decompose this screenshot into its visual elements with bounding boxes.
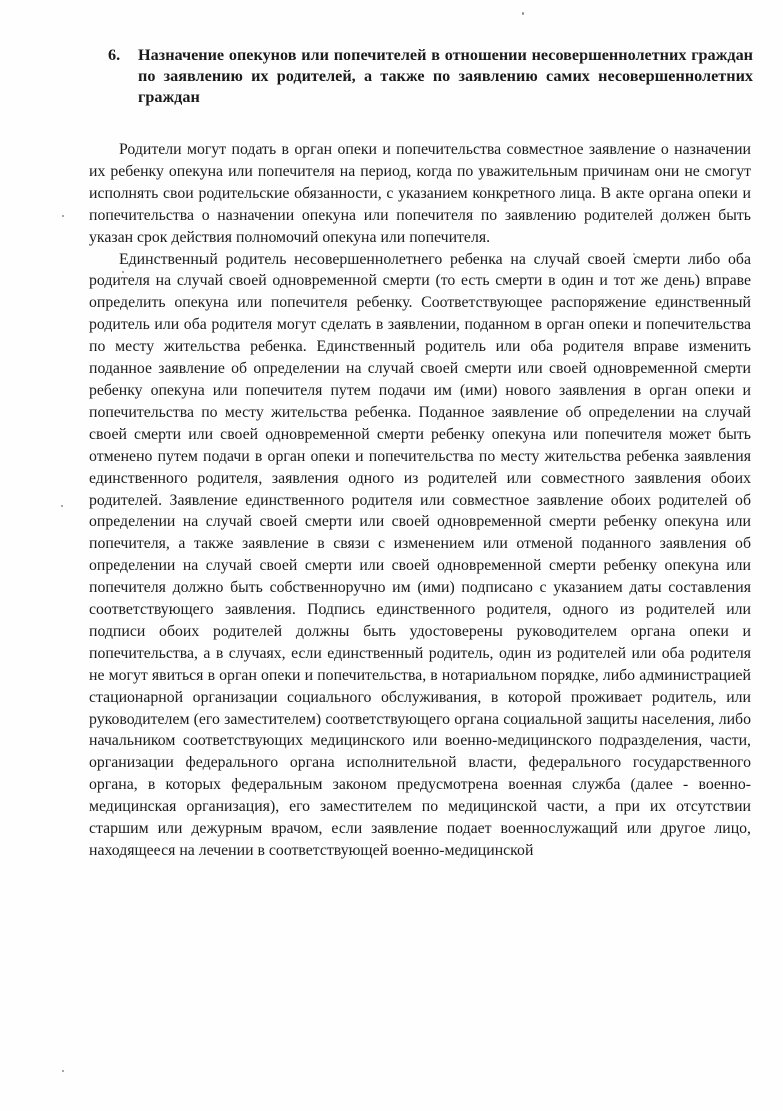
section-heading — [108, 45, 753, 108]
scan-speck — [62, 1070, 64, 1072]
section-title: Назначение опекунов или попечителей в отношении несовершеннолетних граждан по заявлению их родителей, а также по заявлению самих несовершеннолетних граждан — [138, 46, 753, 106]
scan-speck — [62, 215, 64, 217]
section-number: 6. — [108, 46, 121, 64]
paragraph: Родители могут подать в орган опеки и попечительства совместное заявление о назначении их ребенку опекуна или попечителя на период, когда по уважительным причинам они не смогут исполнять свои родительские обязанности, с указанием конкретного лица. В акте органа опеки и попечительства о назначении опекуна или попечителя по заявлению родителей должен быть указан срок действия полномочий опекуна или попечителя. — [89, 141, 751, 246]
scan-speck — [61, 505, 63, 507]
scan-speck — [522, 12, 524, 15]
body-text — [89, 139, 751, 862]
paragraph: Единственный родитель несовершеннолетнего ребенка на случай своей смерти либо оба родителя на случай своей одновременной смерти (то есть смерти в один и тот же день) вправе определить опекуна или попечителя ребенку. Соответствующее распоряжение единственный родитель или оба родителя могут сделать в заявлении, поданном в орган опеки и попечительства по месту жительства ребенка. Единственный родитель или оба родителя вправе изменить поданное заявление об определении на случай своей смерти или своей одновременной смерти ребенку опекуна или попечителя путем подачи им (ими) нового заявления в орган опеки и попечительства по месту жительства ребенка. Поданное заявление об определении на случай своей смерти или своей одновременной смерти ребенку опекуна или попечителя может быть отменено путем подачи в орган опеки и попечительства по месту жительства ребенка заявления единственного родителя, заявления одного из родителей или совместного заявления обоих родителей. Заявление единственного родителя или совместное заявление обоих родителей об определении на случай своей смерти или своей одновременной смерти ребенку опекуна или попечителя, а также заявление в связи с изменением или отменой поданного заявления об определении на случай своей смерти или своей одновременной смерти ребенку опекуна или попечителя должно быть собственноручно им (ими) подписано с указанием даты составления соответствующего заявления. Подпись единственного родителя, одного из родителей или подписи обоих родителей должны быть удостоверены руководителем органа опеки и попечительства, а в случаях, если единственный родитель, один из родителей или оба родителя не могут явиться в орган опеки и попечительства, в нотариальном порядке, либо администрацией стационарной организации социального обслуживания, в которой проживает родитель, или руководителем (его заместителем) соответствующего органа социальной защиты населения, либо начальником соответствующих медицинского или военно-медицинского подразделения, части, организации федерального органа исполнительной власти, федерального государственного органа, в которых федеральным законом предусмотрена военная служба (далее - военно-медицинская организация), его заместителем по медицинской части, а при их отсутствии старшим или дежурным врачом, если заявление подает военнослужащий или другое лицо, находящееся на лечении в соответствующей военно-медицинской — [89, 250, 751, 859]
